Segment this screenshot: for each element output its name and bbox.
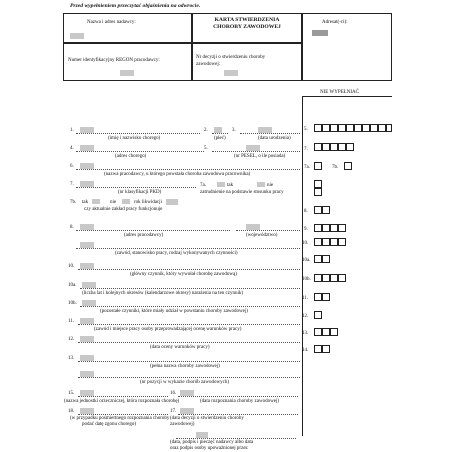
caption-12: (data oceny warunków pracy) (150, 345, 210, 350)
caption-14: (nr pozycji w wykazie chorób zawodowych) (140, 380, 229, 385)
decision-field[interactable] (224, 70, 238, 76)
label-10: 10. (68, 264, 75, 269)
checkbox-7a-no[interactable] (257, 182, 265, 187)
caption-18-1: (w przypadku pośmiertnego rozpoznania choroby (70, 416, 170, 421)
label-5: 5. (204, 146, 208, 151)
label-13: 13. (68, 356, 75, 361)
label-12: 12. (68, 337, 75, 342)
label-11: 11. (68, 319, 75, 324)
label-16: 16. (170, 391, 177, 396)
label-7b-no: nie (110, 200, 117, 205)
office-label-7b: 7b. (332, 165, 339, 170)
label-10a: 10a. (68, 283, 77, 288)
label-6: 6. (70, 164, 74, 169)
office-title: NIE WYPEŁNIAĆ (320, 90, 359, 95)
regon-label: Numer identyfikacyjny REGON pracodawcy: (68, 58, 160, 63)
caption-13: (pełna nazwa choroby zawodowej) (150, 364, 220, 369)
label-10b: 10b. (68, 301, 77, 306)
office-label-10a: 10a. (302, 258, 311, 263)
caption-8-voivodeship: (województwo) (246, 233, 278, 238)
caption-11: (zawód i miejsce pracy osoby przeprowadzającej ocenę warunków pracy) (94, 327, 242, 332)
caption-5: (nr PESEL, o ile posiada) (234, 154, 286, 159)
recipient-label: Adresat(-ci): (322, 20, 348, 25)
sender-field[interactable] (70, 33, 84, 39)
caption-7a: zatrudnienie na podstawie stosunku pracy (200, 190, 284, 195)
checkbox-7b-no[interactable] (122, 199, 130, 204)
label-7b-liquidation: rok likwidacji (134, 200, 162, 205)
regon-field[interactable] (120, 70, 134, 76)
office-label-12: 12. (302, 314, 309, 319)
label-7a-yes: tak (227, 183, 234, 188)
label-3: 3. (232, 128, 236, 133)
form-title-line1: KARTA STWIERDZENIA (214, 17, 280, 23)
label-7a: 7a. (200, 183, 206, 188)
caption-17-1: (data decyzji o stwierdzeniu choroby (170, 416, 244, 421)
office-label-8: 8. (304, 209, 308, 214)
decision-label-1: Nr decyzji o stwierdzeniu choroby (196, 55, 266, 60)
caption-3: (data urodzenia) (258, 136, 291, 141)
caption-6: (nazwa pracodawcy, u którego powstała choroba zawodowa pracownika) (104, 172, 251, 177)
caption-2: (płeć) (214, 136, 226, 141)
label-17: 17. (170, 409, 177, 414)
label-1: 1. (70, 128, 74, 133)
caption-8: (adres pracodawcy) (124, 233, 164, 238)
decision-label-2: zawodowej: (196, 62, 221, 67)
signature-caption-2: oraz podpis osoby upoważnionej przez (170, 446, 248, 451)
office-label-7: 7. (304, 147, 308, 152)
caption-10b: (pozostałe czynniki, które miały udział w powstaniu choroby zawodowej) (100, 309, 248, 314)
office-label-13: 13. (302, 331, 309, 336)
office-label-14: 14. (302, 348, 309, 353)
label-8: 8. (70, 225, 74, 230)
label-15: 15. (68, 391, 75, 396)
label-18: 18. (68, 409, 75, 414)
form-notice: Przed wypełnieniem przeczytać objaśnienia na odwrocie. (70, 3, 201, 9)
label-7a-no: nie (267, 183, 274, 188)
caption-18-2: podać datę zgonu chorego) (82, 422, 137, 427)
office-label-5: 5. (304, 127, 308, 132)
caption-15: (nazwa jednostki orzeczniczej, która rozpoznała chorobę) (64, 399, 180, 404)
form-title-line2: CHOROBY ZAWODOWEJ (213, 24, 281, 30)
caption-7: (nr klasyfikacji PKD) (118, 190, 162, 195)
checkbox-7b-yes[interactable] (92, 199, 100, 204)
checkbox-7a-yes[interactable] (217, 182, 225, 187)
label-7b: 7b. (70, 200, 77, 205)
sender-label: Nazwa i adres nadawcy: (87, 20, 136, 25)
signature-caption-1: (data, podpis i pieczęć nadawcy albo data (170, 440, 254, 445)
office-label-11: 11. (302, 296, 309, 301)
office-label-10b: 10b. (302, 277, 311, 282)
caption-17-2: zawodowej) (170, 422, 195, 427)
recipient-field[interactable] (312, 30, 328, 36)
office-label-9: 9. (304, 227, 308, 232)
caption-10a: (liczba lat i kolejnych okresów (kalendarzowe okresy) narażenia na ten czynnik) (82, 291, 244, 296)
caption-16: (data rozpoznania choroby zawodowej) (200, 399, 279, 404)
caption-1: (imię i nazwisko chorego) (108, 136, 161, 141)
caption-10: (główny czynnik, który wywołał chorobę zawodową) (130, 272, 237, 277)
label-2: 2. (204, 128, 208, 133)
caption-9: (zawód, stanowisko pracy, rodzaj wykonywanych czynności) (115, 251, 238, 256)
label-4: 4. (70, 146, 74, 151)
office-label-7a: 7a. (304, 165, 310, 170)
field-liquidation-year[interactable] (166, 199, 178, 205)
label-7: 7. (70, 182, 74, 187)
label-7b-yes: tak (82, 200, 89, 205)
caption-4: (adres chorego) (115, 154, 147, 159)
caption-7b: czy aktualnie zakład pracy funkcjonuje (84, 207, 163, 212)
office-label-10: 10. (302, 241, 309, 246)
